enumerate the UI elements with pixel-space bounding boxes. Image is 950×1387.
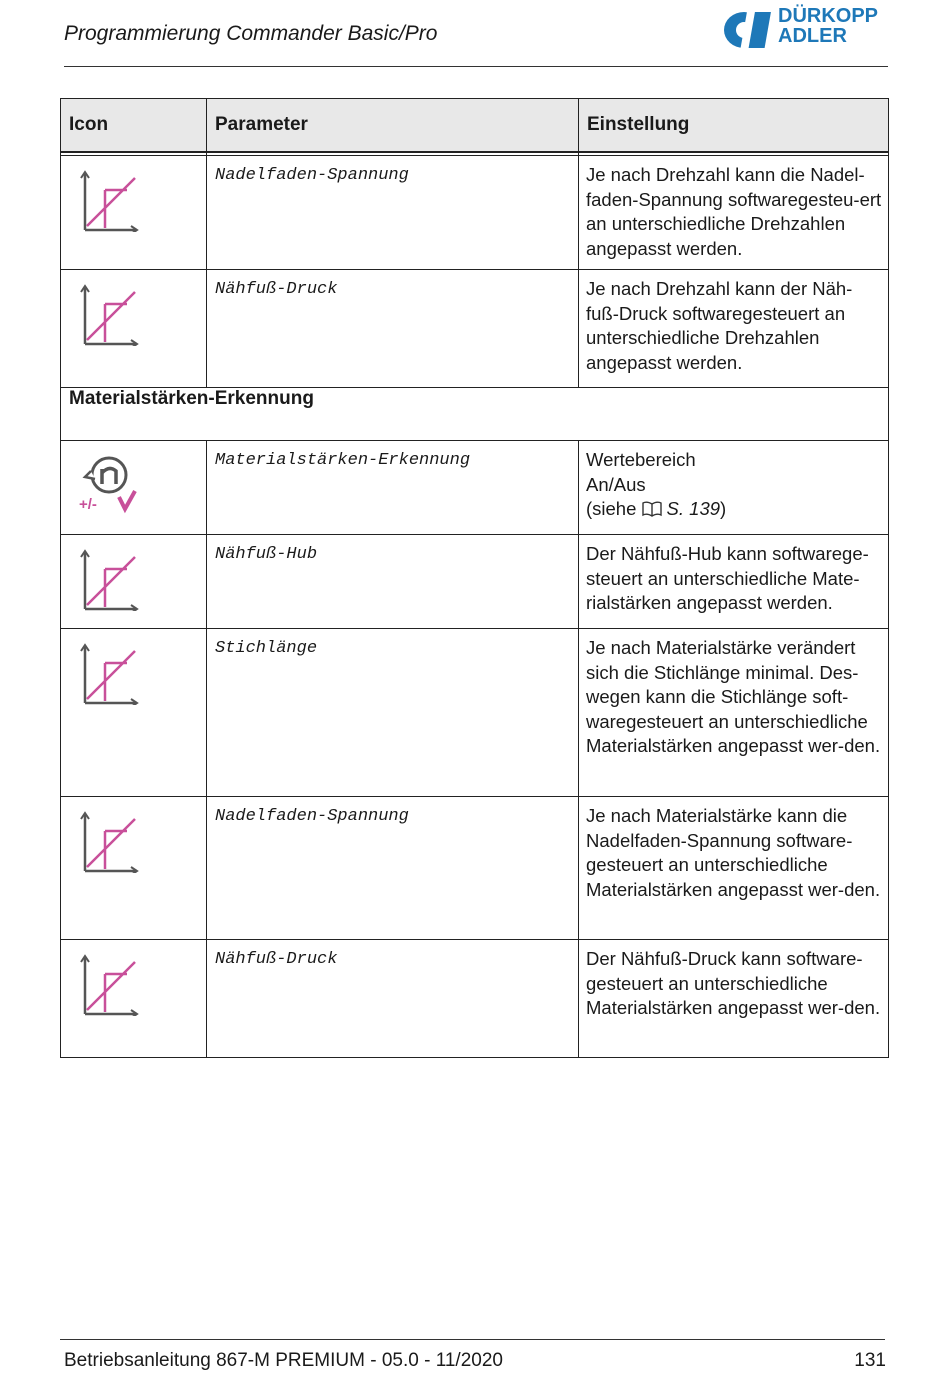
- brand-logo: [722, 6, 892, 50]
- table-row: [61, 156, 889, 270]
- parameter-name: Materialstärken-Erkennung: [207, 441, 579, 535]
- parameter-description: Je nach Materialstärke verändert sich die Stichlänge minimal. Des-wegen kann die Stichlänge soft-waregesteuert an unterschiedliche Materialstärken angepasst wer-den.: [579, 629, 889, 797]
- logo-line-2: ADLER: [778, 25, 847, 47]
- parameter-description: Der Nähfuß-Hub kann softwarege-steuert an unterschiedliche Mate-rialstärken angepasst werden.: [579, 535, 889, 629]
- parameter-description: Je nach Drehzahl kann der Näh-fuß-Druck softwaregesteuert an unterschiedliche Drehzahlen angepasst werden.: [579, 270, 889, 388]
- section-row: [61, 388, 889, 441]
- page-header-title: Programmierung Commander Basic/Pro: [64, 22, 438, 45]
- characteristic-curve-icon: [79, 954, 139, 1016]
- characteristic-curve-icon: [79, 643, 139, 705]
- parameter-table: [60, 98, 889, 1058]
- column-header-einstellung: Einstellung: [579, 99, 889, 153]
- parameter-name: Nähfuß-Druck: [207, 940, 579, 1058]
- parameter-name: Stichlänge: [207, 629, 579, 797]
- page-number: 131: [854, 1350, 886, 1371]
- book-icon: [642, 501, 662, 517]
- table-row: [61, 270, 889, 388]
- logo-mark-icon: [722, 6, 778, 50]
- page-reference: (siehe S. 139): [586, 498, 727, 519]
- characteristic-curve-icon: [79, 284, 139, 346]
- value-range: An/Aus: [586, 473, 646, 495]
- logo-line-1: DÜRKOPP: [778, 5, 879, 27]
- table-row: [61, 441, 889, 535]
- parameter-name: Nadelfaden-Spannung: [207, 156, 579, 270]
- parameter-description: Je nach Drehzahl kann die Nadel-faden-Spannung softwaregesteu-ert an unterschiedliche Drehzahlen angepasst werden.: [579, 156, 889, 270]
- footer-divider: [60, 1339, 885, 1340]
- table-row: [61, 797, 889, 940]
- section-title: Materialstärken-Erkennung: [61, 388, 889, 441]
- table-row: [61, 535, 889, 629]
- material-thickness-detection-icon: [79, 453, 143, 515]
- parameter-name: Nähfuß-Druck: [207, 270, 579, 388]
- column-header-icon: Icon: [61, 99, 207, 153]
- table-row: [61, 940, 889, 1058]
- characteristic-curve-icon: [79, 170, 139, 232]
- column-header-parameter: Parameter: [207, 99, 579, 153]
- parameter-name: Nadelfaden-Spannung: [207, 797, 579, 940]
- footer-manual-info: Betriebsanleitung 867-M PREMIUM - 05.0 - 11/2020: [64, 1350, 503, 1371]
- value-range-label: Wertebereich: [586, 449, 696, 470]
- characteristic-curve-icon: [79, 811, 139, 873]
- characteristic-curve-icon: [79, 549, 139, 611]
- parameter-description: Je nach Materialstärke kann die Nadelfaden-Spannung software-gesteuert an unterschiedliche Materialstärken angepasst wer-den.: [579, 797, 889, 940]
- parameter-description: Der Nähfuß-Druck kann software-gesteuert an unterschiedliche Materialstärken angepasst wer-den.: [579, 940, 889, 1058]
- page-reference-link[interactable]: S. 139: [666, 498, 721, 519]
- plus-minus-label: +/-: [79, 496, 97, 513]
- table-row: [61, 629, 889, 797]
- table-header-row: [61, 99, 889, 153]
- header-divider: [64, 66, 888, 67]
- parameter-name: Nähfuß-Hub: [207, 535, 579, 629]
